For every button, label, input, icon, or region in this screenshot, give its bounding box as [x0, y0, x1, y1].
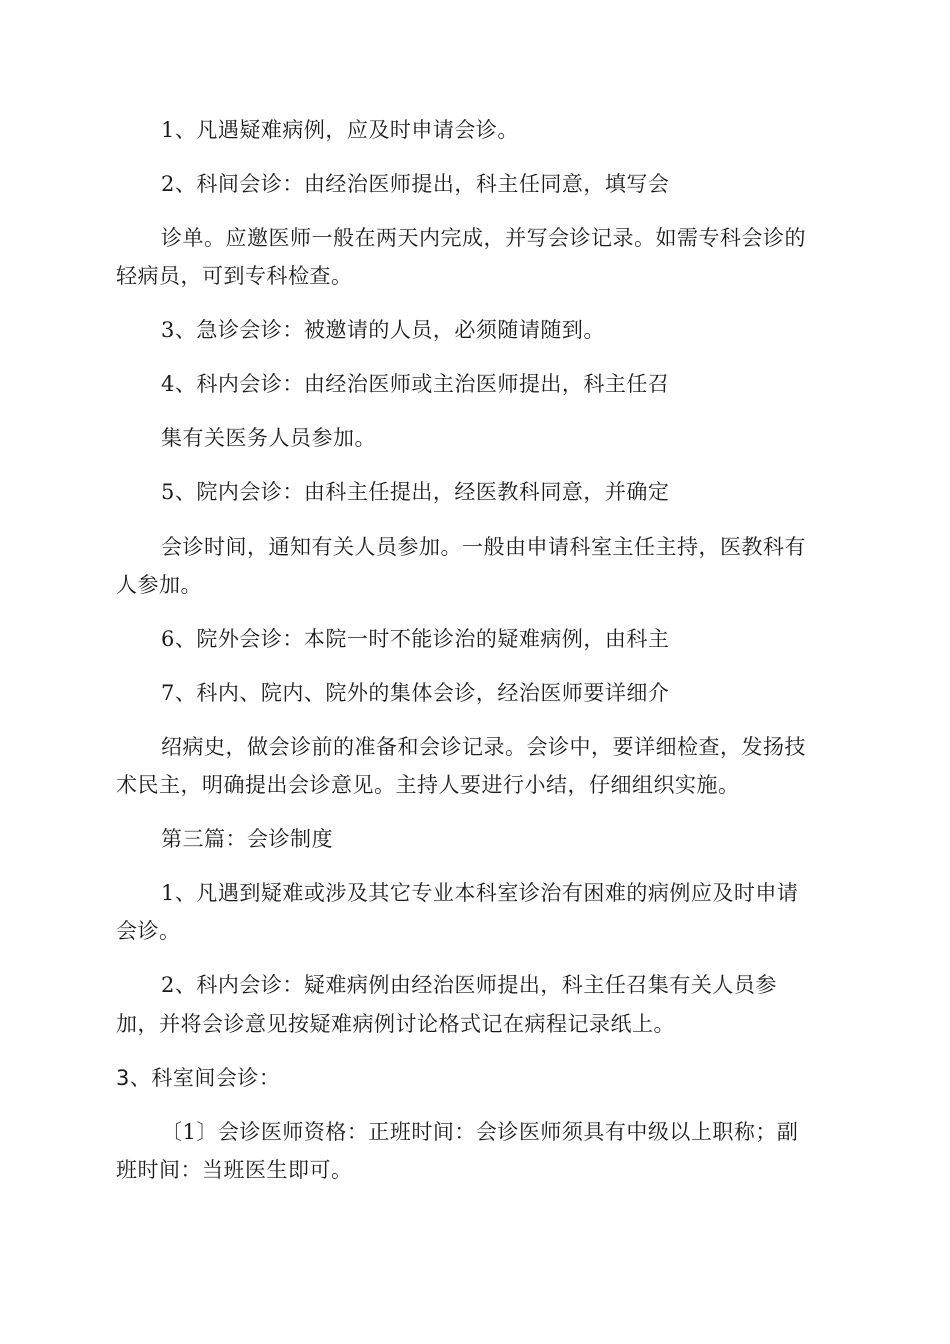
text-line: 班时间：当班医生即可。 [116, 1158, 353, 1182]
text-line: 诊单。应邀医师一般在两天内完成，并写会诊记录。如需专科会诊的 [161, 226, 806, 250]
text-line: 7、科内、院内、院外的集体会诊，经治医师要详细介 [161, 681, 670, 705]
text-line: 4、科内会诊：由经治医师或主治医师提出，科主任召 [161, 372, 670, 396]
subsection-heading: 3、科室间会诊： [116, 1066, 281, 1090]
text-line: 绍病史，做会诊前的准备和会诊记录。会诊中，要详细检查，发扬技 [161, 735, 806, 759]
text-line: 会诊。 [116, 919, 181, 943]
text-line: 5、院内会诊：由科主任提出，经医教科同意，并确定 [161, 480, 670, 504]
text-line: 2、科间会诊：由经治医师提出，科主任同意，填写会 [161, 172, 670, 196]
text-line: 〔1〕会诊医师资格：正班时间：会诊医师须具有中级以上职称；副 [161, 1120, 799, 1144]
text-line: 会诊时间，通知有关人员参加。一般由申请科室主任主持，医教科有 [161, 535, 806, 559]
text-line: 加，并将会诊意见按疑难病例讨论格式记在病程记录纸上。 [116, 1012, 675, 1036]
text-line: 人参加。 [116, 573, 202, 597]
text-line: 轻病员，可到专科检查。 [116, 264, 353, 288]
text-line: 3、急诊会诊：被邀请的人员，必须随请随到。 [161, 318, 605, 342]
text-line: 2、科内会诊：疑难病例由经治医师提出，科主任召集有关人员参 [161, 973, 777, 997]
text-line: 集有关医务人员参加。 [161, 426, 376, 450]
text-line: 1、凡遇疑难病例，应及时申请会诊。 [161, 118, 519, 142]
text-line: 1、凡遇到疑难或涉及其它专业本科室诊治有困难的病例应及时申请 [161, 881, 799, 905]
text-line: 6、院外会诊：本院一时不能诊治的疑难病例，由科主 [161, 627, 670, 651]
text-line: 术民主，明确提出会诊意见。主持人要进行小结，仔细组织实施。 [116, 773, 740, 797]
section-heading: 第三篇：会诊制度 [161, 827, 333, 851]
